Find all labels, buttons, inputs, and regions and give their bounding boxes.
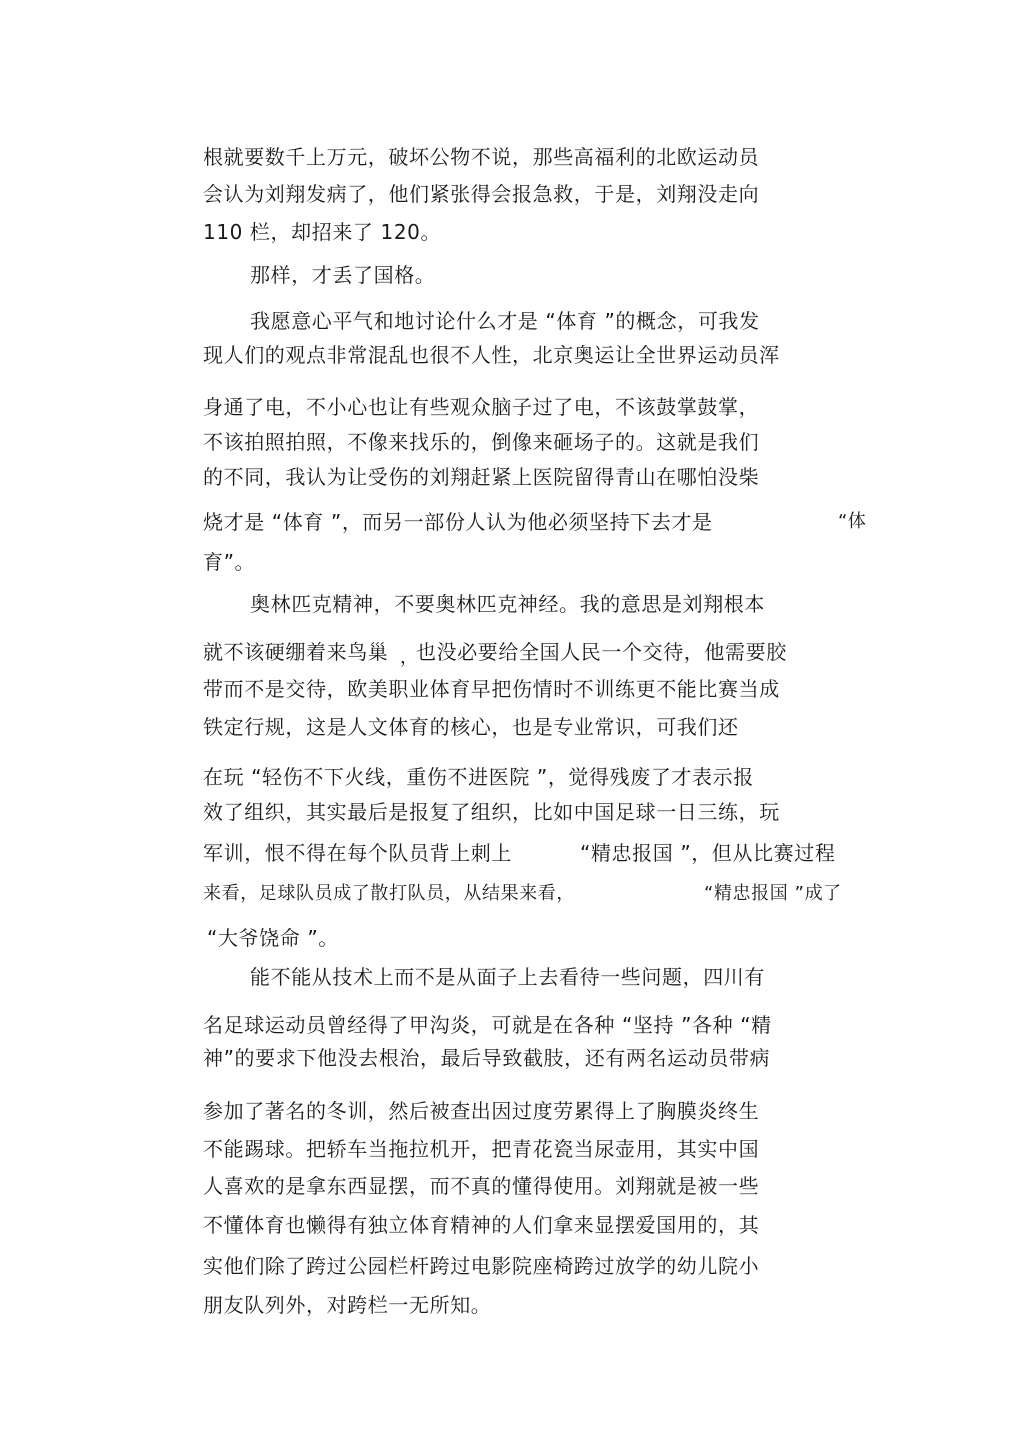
text-line: 那样，才丢了国格。	[250, 263, 436, 287]
text-line: 育”。	[203, 550, 256, 574]
text-line: 110 栏，却招来了 120。	[203, 220, 442, 244]
text-line: 带而不是交待，欧美职业体育早把伤情时不训练更不能比赛当成	[203, 677, 780, 701]
text-line: 人喜欢的是拿东西显摆，而不真的懂得使用。刘翔就是被一些	[203, 1174, 760, 1198]
text-line: 现人们的观点非常混乱也很不人性，北京奥运让全世界运动员浑	[203, 343, 780, 367]
text-line: 名足球运动员曾经得了甲沟炎，可就是在各种 “坚持 ”各种 “精	[203, 1013, 772, 1037]
text-line: “大爷饶命 ”。	[207, 926, 339, 950]
text-line: 效了组织，其实最后是报复了组织，比如中国足球一日三练，玩	[203, 800, 780, 824]
text-line: 奥林匹克精神，不要奥林匹克神经。我的意思是刘翔根本	[250, 592, 765, 616]
text-line: 朋友队列外，对跨栏一无所知。	[203, 1293, 492, 1317]
text-line: 的不同，我认为让受伤的刘翔赶紧上医院留得青山在哪怕没柴	[203, 465, 760, 489]
text-line: “精忠报国 ”，但从比赛过程	[580, 841, 836, 865]
text-line: 会认为刘翔发病了，他们紧张得会报急救，于是，刘翔没走向	[203, 182, 760, 206]
text-line: 根就要数千上万元，破坏公物不说，那些高福利的北欧运动员	[203, 145, 760, 169]
text-line: 不能踢球。把轿车当拖拉机开，把青花瓷当尿壶用，其实中国	[203, 1137, 760, 1161]
text-line: 烧才是 “体育 ”，而另一部份人认为他必须坚持下去才是	[203, 510, 713, 534]
text-line: 神”的要求下他没去根治，最后导致截肢，还有两名运动员带病	[203, 1046, 771, 1070]
text-line: 我愿意心平气和地讨论什么才是 “体育 ”的概念，可我发	[250, 309, 760, 333]
text-line: 也没必要给全国人民一个交待，他需要胶	[416, 640, 787, 664]
text-line: ，	[400, 647, 419, 668]
text-line: 不懂体育也懒得有独立体育精神的人们拿来显摆爱国用的，其	[203, 1213, 760, 1237]
text-line: 就不该硬绷着来鸟巢	[203, 640, 389, 664]
text-line: 参加了著名的冬训，然后被查出因过度劳累得上了胸膜炎终生	[203, 1099, 760, 1123]
text-line: 来看，足球队员成了散打队员，从结果来看，	[203, 883, 575, 904]
text-line: 能不能从技术上而不是从面子上去看待一些问题，四川有	[250, 965, 765, 989]
text-line: 铁定行规，这是人文体育的核心，也是专业常识，可我们还	[203, 715, 739, 739]
text-line: 军训，恨不得在每个队员背上刺上	[203, 841, 512, 865]
text-line: 实他们除了跨过公园栏杆跨过电影院座椅跨过放学的幼儿院小	[203, 1254, 760, 1278]
text-line: 在玩 “轻伤不下火线，重伤不进医院 ”，觉得残废了才表示报	[203, 765, 754, 789]
text-line: “体	[838, 511, 867, 532]
text-line: 不该拍照拍照，不像来找乐的，倒像来砸场子的。这就是我们	[203, 430, 760, 454]
text-line: “精忠报国 ”成了	[704, 883, 842, 904]
text-line: 身通了电，不小心也让有些观众脑子过了电，不该鼓掌鼓掌，	[203, 395, 760, 419]
